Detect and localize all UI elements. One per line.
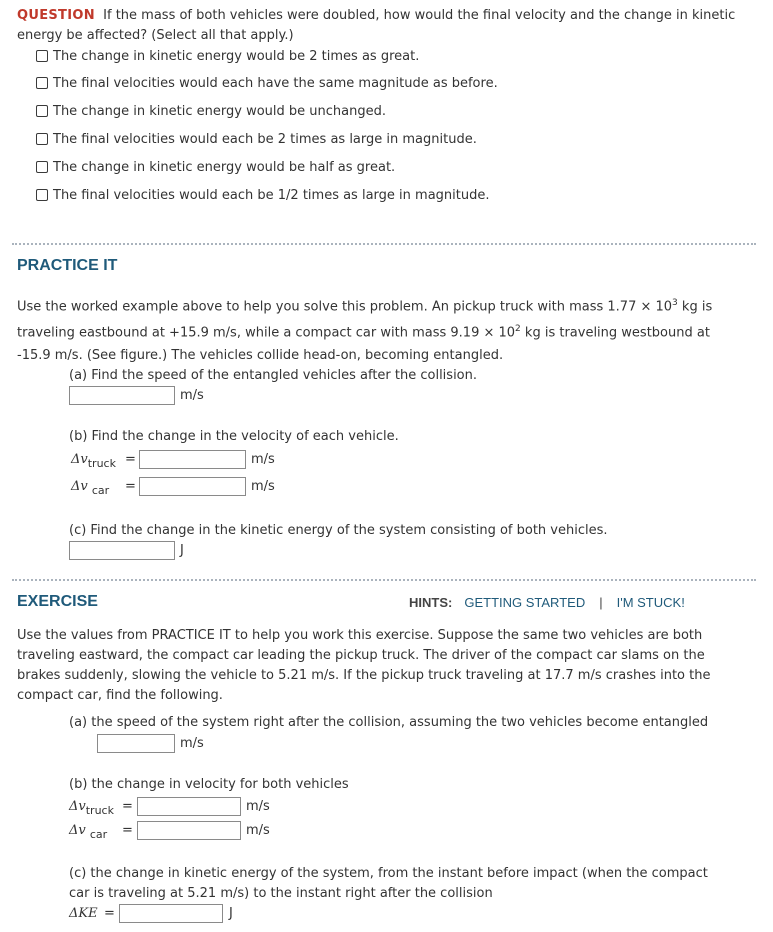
option-2-checkbox[interactable] <box>36 77 48 89</box>
practice-dv-truck-label: $\Delta v_{truck}$ <box>71 452 116 470</box>
option-6-checkbox[interactable] <box>36 189 48 201</box>
exercise-b-label: (b) the change in velocity for both vehicles <box>69 777 349 792</box>
question-label: QUESTION <box>17 8 95 23</box>
option-5[interactable] <box>36 157 395 177</box>
option-1-checkbox[interactable] <box>36 50 48 62</box>
exercise-dv-car-unit: m/s <box>246 823 270 838</box>
option-3[interactable] <box>36 101 386 121</box>
hints-label: HINTS: <box>409 595 453 610</box>
exercise-dv-car-input[interactable] <box>137 821 241 840</box>
exercise-dke-input[interactable] <box>119 904 223 923</box>
practice-c-input[interactable] <box>69 541 175 560</box>
exercise-dv-car-label: Δv $_{car}$ <box>69 823 108 841</box>
option-6-label: The final velocities would each be 1/2 times as large in magnitude. <box>53 187 490 203</box>
option-2-label: The final velocities would each have the same magnitude as before. <box>53 75 498 91</box>
option-1-label: The change in kinetic energy would be 2 times as great. <box>53 48 420 64</box>
exercise-a-input[interactable] <box>97 734 175 753</box>
exercise-a-unit: m/s <box>180 736 204 751</box>
question-prompt: If the mass of both vehicles were doubled, how would the final velocity and the change in kinetic energy be affected? (Select all that apply.) <box>17 8 736 43</box>
practice-a-unit: m/s <box>180 388 204 403</box>
practice-dv-truck-unit: m/s <box>251 452 275 467</box>
option-4[interactable] <box>36 129 477 149</box>
exercise-dv-truck-label: $\Delta v_{truck}$ <box>69 799 114 817</box>
option-1[interactable] <box>36 46 419 66</box>
exercise-dv-truck-input[interactable] <box>137 797 241 816</box>
practice-c-label: (c) Find the change in the kinetic energy of the system consisting of both vehicles. <box>69 523 608 538</box>
practice-b-label: (b) Find the change in the velocity of each vehicle. <box>69 429 399 444</box>
option-3-label: The change in kinetic energy would be unchanged. <box>53 103 386 119</box>
practice-dv-car-input[interactable] <box>139 477 246 496</box>
exercise-dv-truck-eq: = <box>122 799 133 814</box>
option-4-label: The final velocities would each be 2 times as large in magnitude. <box>53 131 477 147</box>
exercise-title: EXERCISE <box>17 593 98 610</box>
practice-intro: Use the worked example above to help you solve this problem. An pickup truck with mass $1.77 \times 10^3$ kg is traveling eastbound at +15.9 m/s, while a compact car with mass $9.19 \times 10^2$ kg is traveling westbound at -15.9 m/s. (See figure.) The vehicles collide head-on, becoming entangled. <box>17 298 713 363</box>
hints-separator: | <box>599 595 603 610</box>
exercise-dke-unit: J <box>229 906 233 921</box>
exercise-a-label: (a) the speed of the system right after the collision, assuming the two vehicles become entangled <box>69 715 709 730</box>
practice-a-input[interactable] <box>69 386 175 405</box>
practice-dv-car-label: Δv $_{car}$ <box>71 479 110 497</box>
option-4-checkbox[interactable] <box>36 133 48 145</box>
exercise-dke-label: ΔKE <box>69 906 98 921</box>
question-text <box>17 6 737 46</box>
option-3-checkbox[interactable] <box>36 105 48 117</box>
im-stuck-link[interactable]: I'M STUCK! <box>616 595 685 610</box>
practice-c-unit: J <box>180 543 184 558</box>
option-5-checkbox[interactable] <box>36 161 48 173</box>
practice-dv-car-eq: = <box>125 479 136 494</box>
practice-dv-car-unit: m/s <box>251 479 275 494</box>
exercise-intro: Use the values from PRACTICE IT to help you work this exercise. Suppose the same two vehicles are both traveling eastward, the compact car leading the pickup truck. The driver of the compact car slams on the brakes suddenly, slowing the vehicle to 5.21 m/s. If the pickup truck traveling at 17.7 m/s crashes into the compact car, find the following. <box>17 628 711 703</box>
getting-started-link[interactable]: GETTING STARTED <box>464 595 586 610</box>
divider <box>12 243 756 245</box>
exercise-c-label: (c) the change in kinetic energy of the system, from the instant before impact (when the compact car is traveling at 5.21 m/s) to the instant right after the collision <box>69 866 708 901</box>
exercise-dke-eq: = <box>104 906 115 921</box>
option-6[interactable] <box>36 185 489 205</box>
option-2[interactable] <box>36 73 498 93</box>
exercise-dv-car-eq: = <box>122 823 133 838</box>
practice-title: PRACTICE IT <box>17 257 118 274</box>
hints-bar <box>409 595 685 610</box>
exercise-dv-truck-unit: m/s <box>246 799 270 814</box>
practice-dv-truck-input[interactable] <box>139 450 246 469</box>
practice-dv-truck-eq: = <box>125 452 136 467</box>
option-5-label: The change in kinetic energy would be half as great. <box>53 159 396 175</box>
practice-a-label: (a) Find the speed of the entangled vehicles after the collision. <box>69 368 478 383</box>
divider <box>12 579 756 581</box>
